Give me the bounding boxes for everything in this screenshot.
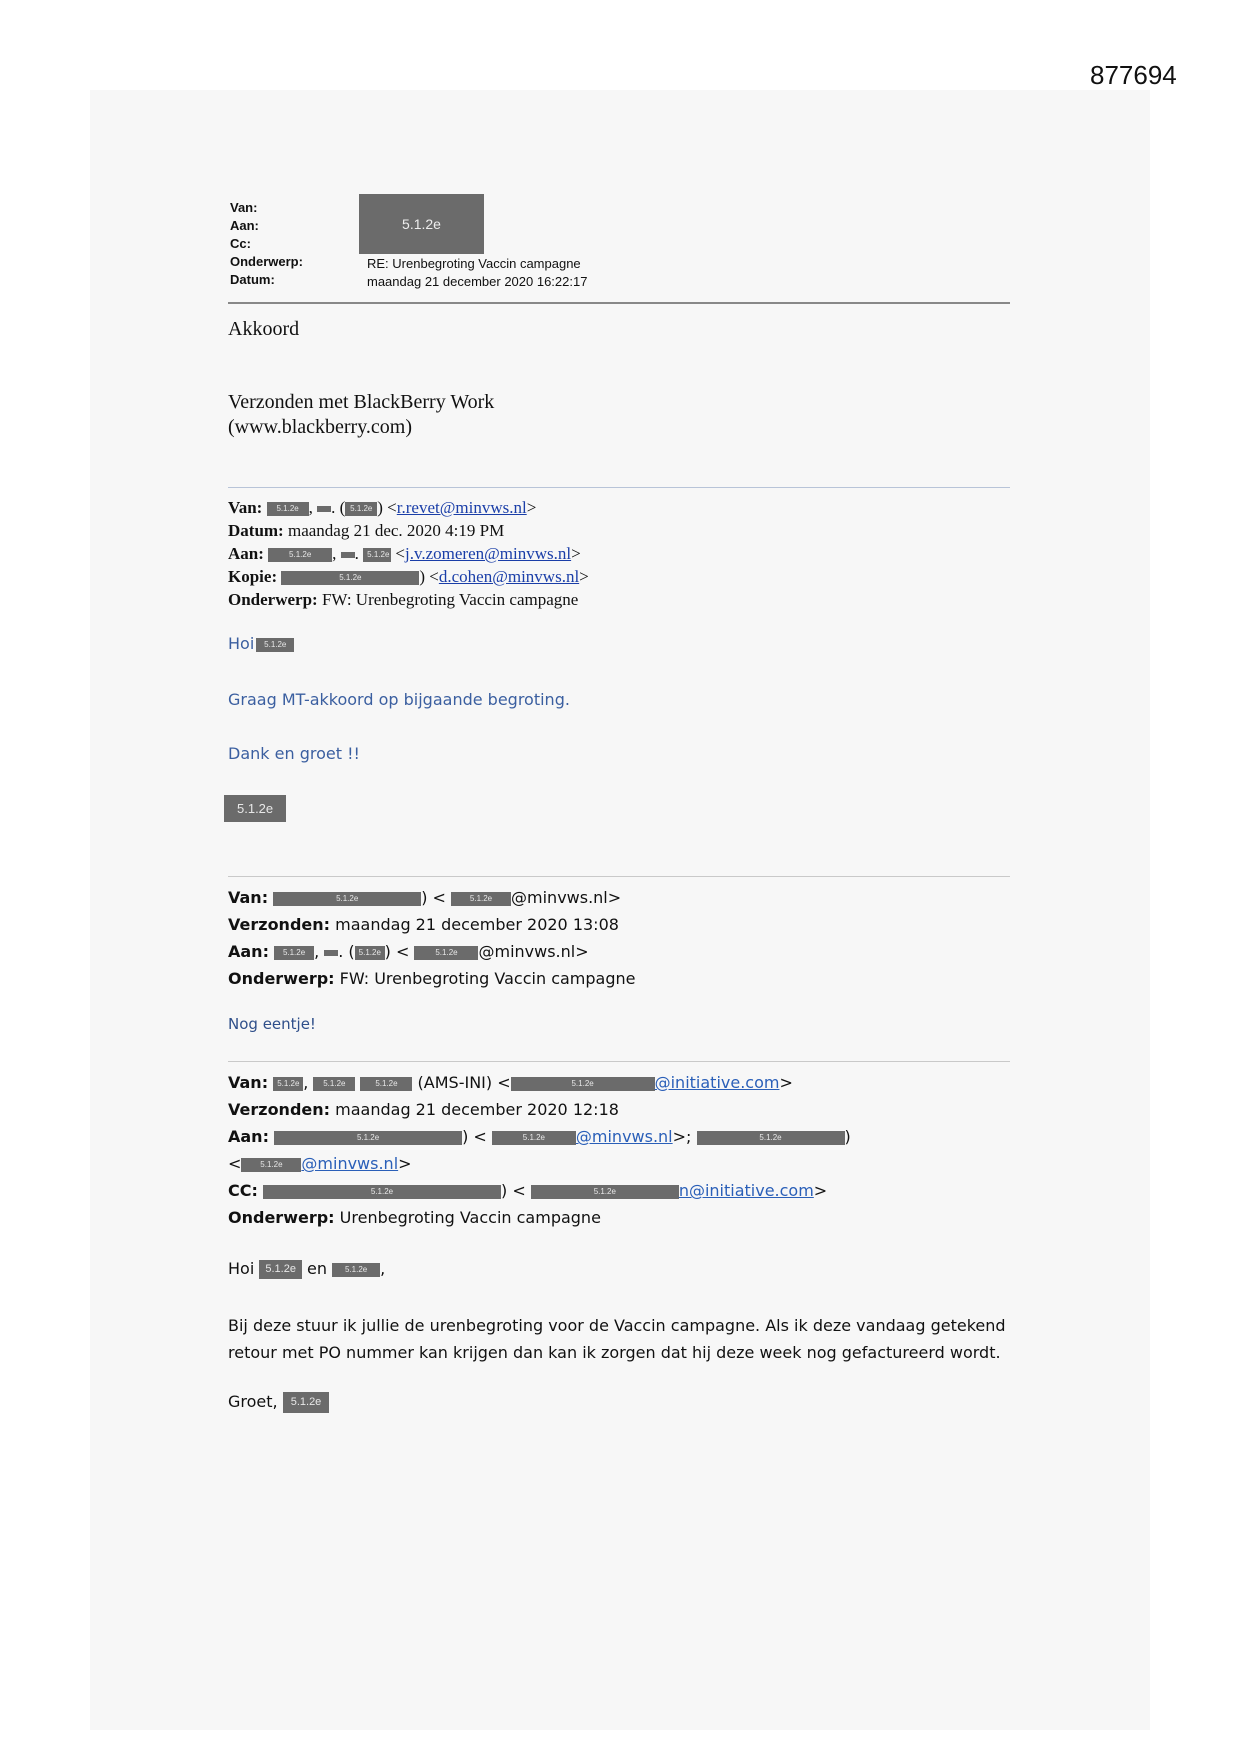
redaction-block: 5.1.2e — [256, 638, 294, 652]
redaction-block: 5.1.2e — [267, 502, 309, 516]
reply-body: Akkoord — [228, 318, 300, 340]
msg1-header — [228, 496, 589, 611]
redaction-block: 5.1.2e — [241, 1158, 301, 1172]
header-divider — [228, 302, 1010, 304]
msg3-cc-label: CC: — [228, 1181, 258, 1200]
msg1-aan-row: Aan: 5.1.2e , . 5.1.2e <j.v.zomeren@minvws.nl> — [228, 544, 581, 563]
header-label-van: Van: — [230, 200, 258, 215]
msg3-body-line-2: retour met PO nummer kan krijgen dan kan ik zorgen dat hij deze week nog gefactureerd wordt. — [228, 1343, 1001, 1362]
msg3-aan-email-link-2[interactable]: @minvws.nl — [301, 1154, 399, 1173]
header-label-datum: Datum: — [230, 272, 275, 287]
redaction-block: 5.1.2e — [492, 1131, 576, 1145]
msg3-aan-row: Aan: 5.1.2e ) < 5.1.2e @minvws.nl>; 5.1.2e ) — [228, 1127, 851, 1146]
redaction-block: 5.1.2e — [359, 194, 484, 254]
msg3-van-row: Van: 5.1.2e , 5.1.2e 5.1.2e (AMS-INI) < 5.1.2e @initiative.com> — [228, 1073, 793, 1092]
redaction-block: 5.1.2e — [224, 795, 286, 822]
redaction-block: 5.1.2e — [274, 946, 314, 960]
msg1-line1: Graag MT-akkoord op bijgaande begroting. — [228, 690, 570, 709]
msg1-signature-redaction — [224, 795, 286, 822]
header-label-onderwerp: Onderwerp: — [230, 254, 303, 269]
msg2-aan-domain: @minvws.nl> — [478, 942, 589, 961]
redaction-block: 5.1.2e — [531, 1185, 679, 1199]
header-datum: maandag 21 december 2020 16:22:17 — [367, 274, 588, 289]
msg3-van-org: (AMS-INI) < — [417, 1073, 511, 1092]
msg1-kopie-email-link[interactable]: d.cohen@minvws.nl — [438, 567, 580, 586]
msg2-aan-row: Aan: 5.1.2e , . ( 5.1.2e ) < 5.1.2e @minvws.nl> — [228, 942, 589, 961]
msg1-aan-label: Aan: — [228, 544, 264, 563]
redaction-block: 5.1.2e — [414, 946, 478, 960]
redaction-block: 5.1.2e — [273, 1077, 303, 1091]
msg3-cc-email-link[interactable]: n@initiative.com — [678, 1181, 814, 1200]
redaction-block: 5.1.2e — [283, 1392, 330, 1413]
msg2-onderwerp: FW: Urenbegroting Vaccin campagne — [339, 969, 636, 988]
msg3-greeting-row: Hoi 5.1.2e en 5.1.2e , — [228, 1259, 386, 1278]
msg2-header — [228, 884, 635, 992]
signature-line-1: Verzonden met BlackBerry Work — [228, 391, 495, 413]
msg3-header — [228, 1069, 851, 1231]
msg3-verzonden-row — [228, 1096, 851, 1123]
header-values — [367, 255, 587, 291]
msg1-greeting: Hoi — [228, 634, 255, 653]
redaction-block: 5.1.2e — [360, 1077, 412, 1091]
msg2-van-domain: @minvws.nl> — [511, 888, 622, 907]
redaction-block — [341, 552, 355, 558]
msg2-onderwerp-row — [228, 965, 635, 992]
msg1-aan-email-link[interactable]: j.v.zomeren@minvws.nl — [405, 544, 572, 563]
msg1-onderwerp-label: Onderwerp: — [228, 590, 318, 609]
msg2-verzonden: maandag 21 december 2020 13:08 — [335, 915, 619, 934]
redaction-block: 5.1.2e — [332, 1263, 380, 1277]
redaction-block: 5.1.2e — [451, 892, 511, 906]
header-label-aan: Aan: — [230, 218, 259, 233]
redaction-block: 5.1.2e — [363, 548, 391, 562]
redaction-block: 5.1.2e — [274, 1131, 462, 1145]
redaction-block: 5.1.2e — [313, 1077, 355, 1091]
msg3-verzonden: maandag 21 december 2020 12:18 — [335, 1100, 619, 1119]
msg3-body — [228, 1312, 1006, 1366]
msg1-onderwerp: FW: Urenbegroting Vaccin campagne — [321, 590, 579, 609]
msg1-kopie-label: Kopie: — [228, 567, 278, 586]
msg3-body-line-1: Bij deze stuur ik jullie de urenbegroting voor de Vaccin campagne. Als ik deze vandaag getekend — [228, 1316, 1006, 1335]
redaction-block: 5.1.2e — [697, 1131, 845, 1145]
msg3-onderwerp: Urenbegroting Vaccin campagne — [339, 1208, 601, 1227]
msg1-kopie-row: Kopie: 5.1.2e ) <d.cohen@minvws.nl> — [228, 567, 589, 586]
redaction-block — [324, 950, 338, 956]
msg2-verzonden-label: Verzonden: — [228, 915, 331, 934]
msg3-aan-row-2: < 5.1.2e @minvws.nl> — [228, 1154, 412, 1173]
msg1-divider — [228, 487, 1010, 488]
msg1-onderwerp-row — [228, 588, 589, 611]
redaction-block: 5.1.2e — [281, 571, 419, 585]
msg2-aan-label: Aan: — [228, 942, 269, 961]
msg1-datum-row — [228, 519, 589, 542]
redaction-block: 5.1.2e — [345, 502, 377, 516]
msg3-aan-email-link-1[interactable]: @minvws.nl — [575, 1127, 673, 1146]
msg2-onderwerp-label: Onderwerp: — [228, 969, 335, 988]
msg3-verzonden-label: Verzonden: — [228, 1100, 331, 1119]
header-label-cc: Cc: — [230, 236, 251, 251]
header-onderwerp: RE: Urenbegroting Vaccin campagne — [367, 256, 581, 271]
msg1-van-email-link[interactable]: r.revet@minvws.nl — [396, 498, 527, 517]
reply-signature — [228, 390, 494, 440]
redaction-block: 5.1.2e — [273, 892, 421, 906]
msg2-van-label: Van: — [228, 888, 269, 907]
msg3-onderwerp-row — [228, 1204, 851, 1231]
redaction-block: 5.1.2e — [268, 548, 332, 562]
msg1-van-row: Van: 5.1.2e , . ( 5.1.2e ) <r.revet@minvws.nl> — [228, 498, 537, 517]
redaction-block: 5.1.2e — [263, 1185, 501, 1199]
redaction-block: 5.1.2e — [511, 1077, 655, 1091]
msg3-greeting-mid: en — [307, 1259, 328, 1278]
msg3-van-email-link[interactable]: @initiative.com — [654, 1073, 780, 1092]
msg3-closing: Groet, — [228, 1392, 278, 1411]
msg3-van-label: Van: — [228, 1073, 269, 1092]
document-number: 877694 — [1090, 60, 1177, 90]
msg2-van-row: Van: 5.1.2e ) < 5.1.2e @minvws.nl> — [228, 888, 622, 907]
redaction-block: 5.1.2e — [355, 946, 385, 960]
redaction-block: 5.1.2e — [259, 1260, 302, 1279]
msg1-datum-label: Datum: — [228, 521, 284, 540]
msg3-cc-row: CC: 5.1.2e ) < 5.1.2e n@initiative.com> — [228, 1181, 828, 1200]
msg1-datum: maandag 21 dec. 2020 4:19 PM — [287, 521, 505, 540]
msg1-line2: Dank en groet !! — [228, 744, 360, 763]
header-labels — [230, 199, 303, 289]
msg1-greeting-row — [228, 634, 294, 653]
msg3-closing-row — [228, 1392, 329, 1413]
msg2-body: Nog eentje! — [228, 1015, 316, 1033]
signature-line-2: (www.blackberry.com) — [228, 416, 412, 438]
msg3-greeting-start: Hoi — [228, 1259, 255, 1278]
msg3-divider — [228, 1061, 1010, 1062]
msg1-van-label: Van: — [228, 498, 263, 517]
msg3-aan-label: Aan: — [228, 1127, 269, 1146]
msg2-divider — [228, 876, 1010, 877]
msg3-onderwerp-label: Onderwerp: — [228, 1208, 335, 1227]
redaction-block — [317, 506, 331, 512]
msg2-verzonden-row — [228, 911, 635, 938]
